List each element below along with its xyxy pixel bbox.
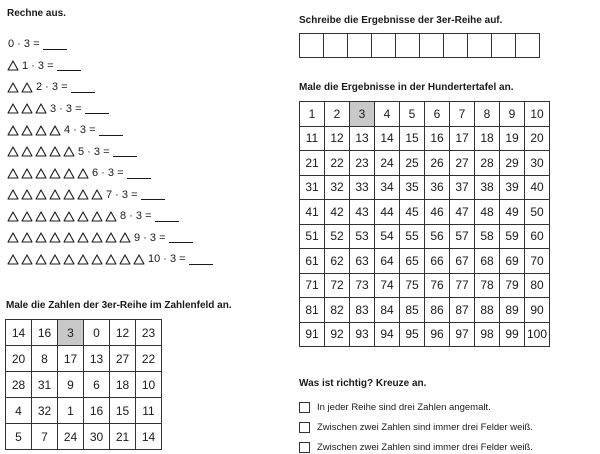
hundred-cell[interactable]: 88 bbox=[475, 298, 500, 323]
expression-text: 5 · 3 = bbox=[78, 145, 110, 158]
hundred-cell[interactable]: 93 bbox=[350, 322, 375, 347]
hundred-cell[interactable]: 90 bbox=[525, 298, 550, 323]
triangle-outline-icon bbox=[63, 211, 75, 222]
hundred-cell[interactable]: 100 bbox=[525, 322, 550, 347]
hundred-cell[interactable]: 47 bbox=[450, 200, 475, 225]
zahlenfeld-cell[interactable]: 6 bbox=[84, 372, 110, 398]
zahlenfeld-cell[interactable]: 14 bbox=[136, 424, 162, 450]
hundred-cell[interactable]: 1 bbox=[300, 102, 325, 127]
answer-blank[interactable] bbox=[169, 232, 193, 243]
multiplication-row bbox=[7, 79, 95, 95]
triangle-outline-icon bbox=[21, 103, 33, 114]
expression-text: 1 · 3 = bbox=[22, 59, 54, 72]
triangle-outline-icon bbox=[21, 189, 33, 200]
hundred-cell[interactable]: 76 bbox=[425, 273, 450, 298]
triangle-outline-icon bbox=[49, 232, 61, 243]
answer-blank[interactable] bbox=[85, 103, 109, 114]
zahlenfeld-row bbox=[6, 320, 162, 346]
hundred-cell[interactable]: 21 bbox=[300, 151, 325, 176]
hundred-cell[interactable]: 78 bbox=[475, 273, 500, 298]
answer-boxes bbox=[299, 33, 539, 58]
hundred-cell[interactable]: 11 bbox=[300, 126, 325, 151]
hundred-cell[interactable]: 43 bbox=[350, 200, 375, 225]
hundred-cell[interactable]: 8 bbox=[475, 102, 500, 127]
hundred-cell[interactable]: 54 bbox=[375, 224, 400, 249]
hundred-cell[interactable]: 46 bbox=[425, 200, 450, 225]
expression-text: 8 · 3 = bbox=[120, 210, 152, 222]
answer-box[interactable] bbox=[371, 33, 396, 58]
zahlenfeld-cell[interactable]: 16 bbox=[84, 398, 110, 424]
hundred-cell[interactable]: 74 bbox=[375, 273, 400, 298]
expression-text: 7 · 3 = bbox=[106, 188, 138, 201]
expression-text: 3 · 3 = bbox=[50, 102, 82, 115]
zahlenfeld-cell[interactable]: 7 bbox=[32, 424, 58, 450]
hundred-row bbox=[300, 224, 550, 249]
hundred-cell[interactable]: 19 bbox=[500, 126, 525, 151]
hundred-cell[interactable]: 10 bbox=[525, 102, 550, 127]
triangle-outline-icon bbox=[35, 146, 47, 157]
option-label: In jeder Reihe sind drei Zahlen angemalt. bbox=[317, 401, 491, 413]
hundred-cell[interactable]: 98 bbox=[475, 322, 500, 347]
triangle-outline-icon bbox=[105, 254, 117, 265]
answer-box[interactable] bbox=[347, 33, 372, 58]
triangle-outline-icon bbox=[63, 168, 75, 179]
hundred-cell[interactable]: 73 bbox=[350, 273, 375, 298]
hundred-cell[interactable]: 57 bbox=[450, 224, 475, 249]
checkbox-icon[interactable] bbox=[299, 422, 310, 433]
hundred-cell[interactable]: 84 bbox=[375, 298, 400, 323]
hundred-cell[interactable]: 67 bbox=[450, 249, 475, 274]
hundred-cell[interactable]: 38 bbox=[475, 175, 500, 200]
multiplication-row bbox=[7, 251, 213, 267]
hundred-cell[interactable]: 83 bbox=[350, 298, 375, 323]
triangle-outline-icon bbox=[49, 211, 61, 222]
hundred-cell[interactable]: 39 bbox=[500, 175, 525, 200]
hundred-cell[interactable]: 28 bbox=[475, 151, 500, 176]
triangle-group bbox=[7, 103, 49, 114]
hundred-row bbox=[300, 273, 550, 298]
question-heading: Was ist richtig? Kreuze an. bbox=[299, 378, 427, 389]
hundred-cell[interactable]: 23 bbox=[350, 151, 375, 176]
zahlenfeld-cell[interactable]: 32 bbox=[32, 398, 58, 424]
hundred-cell[interactable]: 99 bbox=[500, 322, 525, 347]
triangle-outline-icon bbox=[7, 168, 19, 179]
zahlenfeld-cell[interactable]: 15 bbox=[110, 398, 136, 424]
expression-text: 6 · 3 = bbox=[92, 167, 124, 179]
hundred-cell[interactable]: 44 bbox=[375, 200, 400, 225]
zahlenfeld-cell[interactable]: 14 bbox=[6, 320, 32, 346]
hundred-cell[interactable]: 45 bbox=[400, 200, 425, 225]
triangle-outline-icon bbox=[7, 82, 19, 93]
triangle-outline-icon bbox=[21, 232, 33, 243]
triangle-outline-icon bbox=[49, 189, 61, 200]
hundred-cell[interactable]: 25 bbox=[400, 151, 425, 176]
hundred-cell[interactable]: 30 bbox=[525, 151, 550, 176]
zahlenfeld-heading: Male die Zahlen der 3er-Reihe im Zahlenfeld an. bbox=[6, 300, 232, 311]
multiplication-row bbox=[7, 101, 109, 117]
triangle-group bbox=[7, 254, 147, 265]
zahlenfeld-cell[interactable]: 4 bbox=[6, 398, 32, 424]
option-item[interactable] bbox=[299, 420, 533, 434]
hundred-cell[interactable]: 40 bbox=[525, 175, 550, 200]
answer-box[interactable] bbox=[299, 33, 324, 58]
hundred-cell[interactable]: 22 bbox=[325, 151, 350, 176]
hundred-cell[interactable]: 3 bbox=[350, 102, 375, 127]
triangle-outline-icon bbox=[63, 146, 75, 157]
zahlenfeld-cell[interactable]: 21 bbox=[110, 424, 136, 450]
hundred-cell[interactable]: 16 bbox=[425, 126, 450, 151]
hundred-cell[interactable]: 62 bbox=[325, 249, 350, 274]
multiplication-row bbox=[7, 165, 151, 181]
triangle-outline-icon bbox=[7, 125, 19, 136]
zahlenfeld-cell[interactable]: 31 bbox=[32, 372, 58, 398]
zahlenfeld-row bbox=[6, 372, 162, 398]
triangle-outline-icon bbox=[105, 232, 117, 243]
answer-box[interactable] bbox=[323, 33, 348, 58]
zahlenfeld-cell[interactable]: 23 bbox=[136, 320, 162, 346]
answer-blank[interactable] bbox=[57, 60, 81, 71]
hundred-cell[interactable]: 37 bbox=[450, 175, 475, 200]
hundred-cell[interactable]: 81 bbox=[300, 298, 325, 323]
triangle-outline-icon bbox=[35, 232, 47, 243]
triangle-outline-icon bbox=[49, 125, 61, 136]
answer-box[interactable] bbox=[467, 33, 492, 58]
answer-blank[interactable] bbox=[43, 39, 67, 50]
hundred-cell[interactable]: 52 bbox=[325, 224, 350, 249]
answer-blank[interactable] bbox=[113, 146, 137, 157]
hundred-row bbox=[300, 298, 550, 323]
answer-blank[interactable] bbox=[127, 168, 151, 179]
hundred-row bbox=[300, 151, 550, 176]
hundred-cell[interactable]: 24 bbox=[375, 151, 400, 176]
zahlenfeld-cell[interactable]: 16 bbox=[32, 320, 58, 346]
hundred-cell[interactable]: 85 bbox=[400, 298, 425, 323]
multiplication-row bbox=[7, 187, 165, 203]
option-item[interactable] bbox=[299, 440, 533, 454]
triangle-group bbox=[7, 211, 119, 222]
answer-blank[interactable] bbox=[141, 189, 165, 200]
hundred-cell[interactable]: 5 bbox=[400, 102, 425, 127]
answer-box[interactable] bbox=[491, 33, 516, 58]
expression-text: 4 · 3 = bbox=[64, 124, 96, 136]
triangle-outline-icon bbox=[63, 254, 75, 265]
hundred-cell[interactable]: 79 bbox=[500, 273, 525, 298]
hundred-cell[interactable]: 7 bbox=[450, 102, 475, 127]
hundred-cell[interactable]: 87 bbox=[450, 298, 475, 323]
zahlenfeld-row bbox=[6, 424, 162, 450]
triangle-outline-icon bbox=[35, 168, 47, 179]
triangle-outline-icon bbox=[77, 168, 89, 179]
hundred-cell[interactable]: 61 bbox=[300, 249, 325, 274]
zahlenfeld-cell[interactable]: 18 bbox=[110, 372, 136, 398]
triangle-group bbox=[7, 60, 21, 71]
triangle-outline-icon bbox=[91, 232, 103, 243]
hundred-cell[interactable]: 6 bbox=[425, 102, 450, 127]
triangle-outline-icon bbox=[77, 189, 89, 200]
zahlenfeld-cell[interactable]: 27 bbox=[110, 346, 136, 372]
triangle-group bbox=[7, 125, 63, 136]
hundred-cell[interactable]: 86 bbox=[425, 298, 450, 323]
hundred-cell[interactable]: 15 bbox=[400, 126, 425, 151]
triangle-outline-icon bbox=[7, 103, 19, 114]
triangle-outline-icon bbox=[91, 189, 103, 200]
hundred-cell[interactable]: 51 bbox=[300, 224, 325, 249]
hundred-row bbox=[300, 249, 550, 274]
triangle-group bbox=[7, 168, 91, 179]
hundred-cell[interactable]: 31 bbox=[300, 175, 325, 200]
hundred-cell[interactable]: 41 bbox=[300, 200, 325, 225]
triangle-outline-icon bbox=[49, 254, 61, 265]
zahlenfeld-cell[interactable]: 9 bbox=[58, 372, 84, 398]
option-label: Zwischen zwei Zahlen sind immer drei Felder weiß. bbox=[317, 441, 533, 453]
hundred-cell[interactable]: 69 bbox=[500, 249, 525, 274]
hundred-cell[interactable]: 92 bbox=[325, 322, 350, 347]
hundred-cell[interactable]: 20 bbox=[525, 126, 550, 151]
zahlenfeld-row bbox=[6, 398, 162, 424]
answer-box[interactable] bbox=[419, 33, 444, 58]
multiplication-row bbox=[7, 122, 123, 138]
hundred-cell[interactable]: 13 bbox=[350, 126, 375, 151]
hundred-cell[interactable]: 63 bbox=[350, 249, 375, 274]
triangle-outline-icon bbox=[77, 232, 89, 243]
triangle-outline-icon bbox=[7, 189, 19, 200]
triangle-outline-icon bbox=[21, 125, 33, 136]
hundred-cell[interactable]: 68 bbox=[475, 249, 500, 274]
zahlenfeld-cell[interactable]: 24 bbox=[58, 424, 84, 450]
zahlenfeld-cell[interactable]: 30 bbox=[84, 424, 110, 450]
triangle-outline-icon bbox=[77, 211, 89, 222]
triangle-outline-icon bbox=[91, 211, 103, 222]
hundred-cell[interactable]: 80 bbox=[525, 273, 550, 298]
triangle-group bbox=[7, 146, 77, 157]
zahlenfeld-cell[interactable]: 3 bbox=[58, 320, 84, 346]
zahlenfeld-cell[interactable]: 8 bbox=[32, 346, 58, 372]
expression-text: 9 · 3 = bbox=[134, 231, 166, 244]
hundred-cell[interactable]: 42 bbox=[325, 200, 350, 225]
option-item[interactable] bbox=[299, 400, 491, 414]
option-label: Zwischen zwei Zahlen sind immer drei Felder weiß. bbox=[317, 421, 533, 433]
multiplication-row bbox=[7, 58, 81, 74]
zahlenfeld-row bbox=[6, 346, 162, 372]
answer-blank[interactable] bbox=[99, 125, 123, 136]
zahlenfeld-cell[interactable]: 1 bbox=[58, 398, 84, 424]
hundred-cell[interactable]: 77 bbox=[450, 273, 475, 298]
triangle-outline-icon bbox=[7, 232, 19, 243]
triangle-outline-icon bbox=[35, 211, 47, 222]
hundred-cell[interactable]: 36 bbox=[425, 175, 450, 200]
answer-blank[interactable] bbox=[155, 211, 179, 222]
hundred-cell[interactable]: 12 bbox=[325, 126, 350, 151]
triangle-outline-icon bbox=[35, 125, 47, 136]
hundred-cell[interactable]: 94 bbox=[375, 322, 400, 347]
triangle-outline-icon bbox=[21, 146, 33, 157]
hundred-cell[interactable]: 29 bbox=[500, 151, 525, 176]
triangle-group bbox=[7, 82, 35, 93]
hundred-heading: Male die Ergebnisse in der Hundertertafel an. bbox=[299, 82, 514, 93]
hundred-cell[interactable]: 64 bbox=[375, 249, 400, 274]
hundred-cell[interactable]: 9 bbox=[500, 102, 525, 127]
triangle-outline-icon bbox=[91, 254, 103, 265]
zahlenfeld-cell[interactable]: 11 bbox=[136, 398, 162, 424]
triangle-outline-icon bbox=[21, 211, 33, 222]
hundred-cell[interactable]: 89 bbox=[500, 298, 525, 323]
expression-text: 2 · 3 = bbox=[36, 81, 68, 93]
hundred-row bbox=[300, 322, 550, 347]
zahlenfeld-cell[interactable]: 22 bbox=[136, 346, 162, 372]
hundred-row bbox=[300, 200, 550, 225]
triangle-outline-icon bbox=[21, 254, 33, 265]
hundred-cell[interactable]: 70 bbox=[525, 249, 550, 274]
triangle-outline-icon bbox=[35, 103, 47, 114]
hundred-cell[interactable]: 91 bbox=[300, 322, 325, 347]
hundred-cell[interactable]: 58 bbox=[475, 224, 500, 249]
triangle-outline-icon bbox=[119, 254, 131, 265]
triangle-outline-icon bbox=[119, 232, 131, 243]
triangle-outline-icon bbox=[7, 211, 19, 222]
zahlenfeld-cell[interactable]: 13 bbox=[84, 346, 110, 372]
answer-blank[interactable] bbox=[71, 82, 95, 93]
hundred-cell[interactable]: 55 bbox=[400, 224, 425, 249]
triangle-outline-icon bbox=[7, 254, 19, 265]
triangle-group bbox=[7, 232, 133, 243]
hundred-table bbox=[299, 101, 550, 347]
hundred-cell[interactable]: 60 bbox=[525, 224, 550, 249]
answer-blank[interactable] bbox=[189, 254, 213, 265]
hundred-cell[interactable]: 82 bbox=[325, 298, 350, 323]
answer-box[interactable] bbox=[395, 33, 420, 58]
hundred-cell[interactable]: 18 bbox=[475, 126, 500, 151]
hundred-cell[interactable]: 75 bbox=[400, 273, 425, 298]
triangle-outline-icon bbox=[63, 232, 75, 243]
hundred-cell[interactable]: 17 bbox=[450, 126, 475, 151]
hundred-cell[interactable]: 14 bbox=[375, 126, 400, 151]
hundred-cell[interactable]: 53 bbox=[350, 224, 375, 249]
triangle-outline-icon bbox=[49, 146, 61, 157]
hundred-cell[interactable]: 65 bbox=[400, 249, 425, 274]
expression-text: 10 · 3 = bbox=[148, 253, 186, 265]
hundred-row bbox=[300, 102, 550, 127]
answer-box[interactable] bbox=[443, 33, 468, 58]
multiplication-row bbox=[7, 144, 137, 160]
rechne-aus-heading: Rechne aus. bbox=[7, 8, 66, 19]
hundred-cell[interactable]: 26 bbox=[425, 151, 450, 176]
hundred-row bbox=[300, 126, 550, 151]
hundred-cell[interactable]: 50 bbox=[525, 200, 550, 225]
multiplication-row bbox=[7, 36, 67, 52]
triangle-outline-icon bbox=[133, 254, 145, 265]
hundred-cell[interactable]: 97 bbox=[450, 322, 475, 347]
triangle-outline-icon bbox=[63, 189, 75, 200]
multiplication-row bbox=[7, 230, 193, 246]
hundred-cell[interactable]: 35 bbox=[400, 175, 425, 200]
triangle-outline-icon bbox=[21, 82, 33, 93]
hundred-cell[interactable]: 48 bbox=[475, 200, 500, 225]
zahlenfeld-cell[interactable]: 17 bbox=[58, 346, 84, 372]
triangle-outline-icon bbox=[7, 146, 19, 157]
zahlenfeld-cell[interactable]: 20 bbox=[6, 346, 32, 372]
triangle-outline-icon bbox=[35, 254, 47, 265]
triangle-outline-icon bbox=[77, 254, 89, 265]
hundred-cell[interactable]: 33 bbox=[350, 175, 375, 200]
hundred-cell[interactable]: 34 bbox=[375, 175, 400, 200]
hundred-cell[interactable]: 56 bbox=[425, 224, 450, 249]
hundred-cell[interactable]: 71 bbox=[300, 273, 325, 298]
triangle-outline-icon bbox=[7, 60, 19, 71]
triangle-outline-icon bbox=[21, 168, 33, 179]
triangle-outline-icon bbox=[49, 168, 61, 179]
hundred-cell[interactable]: 96 bbox=[425, 322, 450, 347]
zahlenfeld-cell[interactable]: 28 bbox=[6, 372, 32, 398]
checkbox-icon[interactable] bbox=[299, 402, 310, 413]
hundred-cell[interactable]: 95 bbox=[400, 322, 425, 347]
hundred-cell[interactable]: 32 bbox=[325, 175, 350, 200]
zahlenfeld-cell[interactable]: 10 bbox=[136, 372, 162, 398]
hundred-cell[interactable]: 2 bbox=[325, 102, 350, 127]
hundred-cell[interactable]: 66 bbox=[425, 249, 450, 274]
triangle-outline-icon bbox=[35, 189, 47, 200]
answers-heading: Schreibe die Ergebnisse der 3er-Reihe auf. bbox=[299, 15, 503, 26]
hundred-cell[interactable]: 59 bbox=[500, 224, 525, 249]
hundred-cell[interactable]: 72 bbox=[325, 273, 350, 298]
multiplication-row bbox=[7, 208, 179, 224]
triangle-group bbox=[7, 189, 105, 200]
answer-box[interactable] bbox=[515, 33, 540, 58]
triangle-outline-icon bbox=[105, 211, 117, 222]
zahlenfeld-cell[interactable]: 12 bbox=[110, 320, 136, 346]
hundred-cell[interactable]: 27 bbox=[450, 151, 475, 176]
zahlenfeld-cell[interactable]: 5 bbox=[6, 424, 32, 450]
hundred-row bbox=[300, 175, 550, 200]
hundred-cell[interactable]: 4 bbox=[375, 102, 400, 127]
zahlenfeld-grid bbox=[5, 319, 162, 450]
hundred-cell[interactable]: 49 bbox=[500, 200, 525, 225]
expression-text: 0 · 3 = bbox=[8, 38, 40, 50]
zahlenfeld-cell[interactable]: 0 bbox=[84, 320, 110, 346]
